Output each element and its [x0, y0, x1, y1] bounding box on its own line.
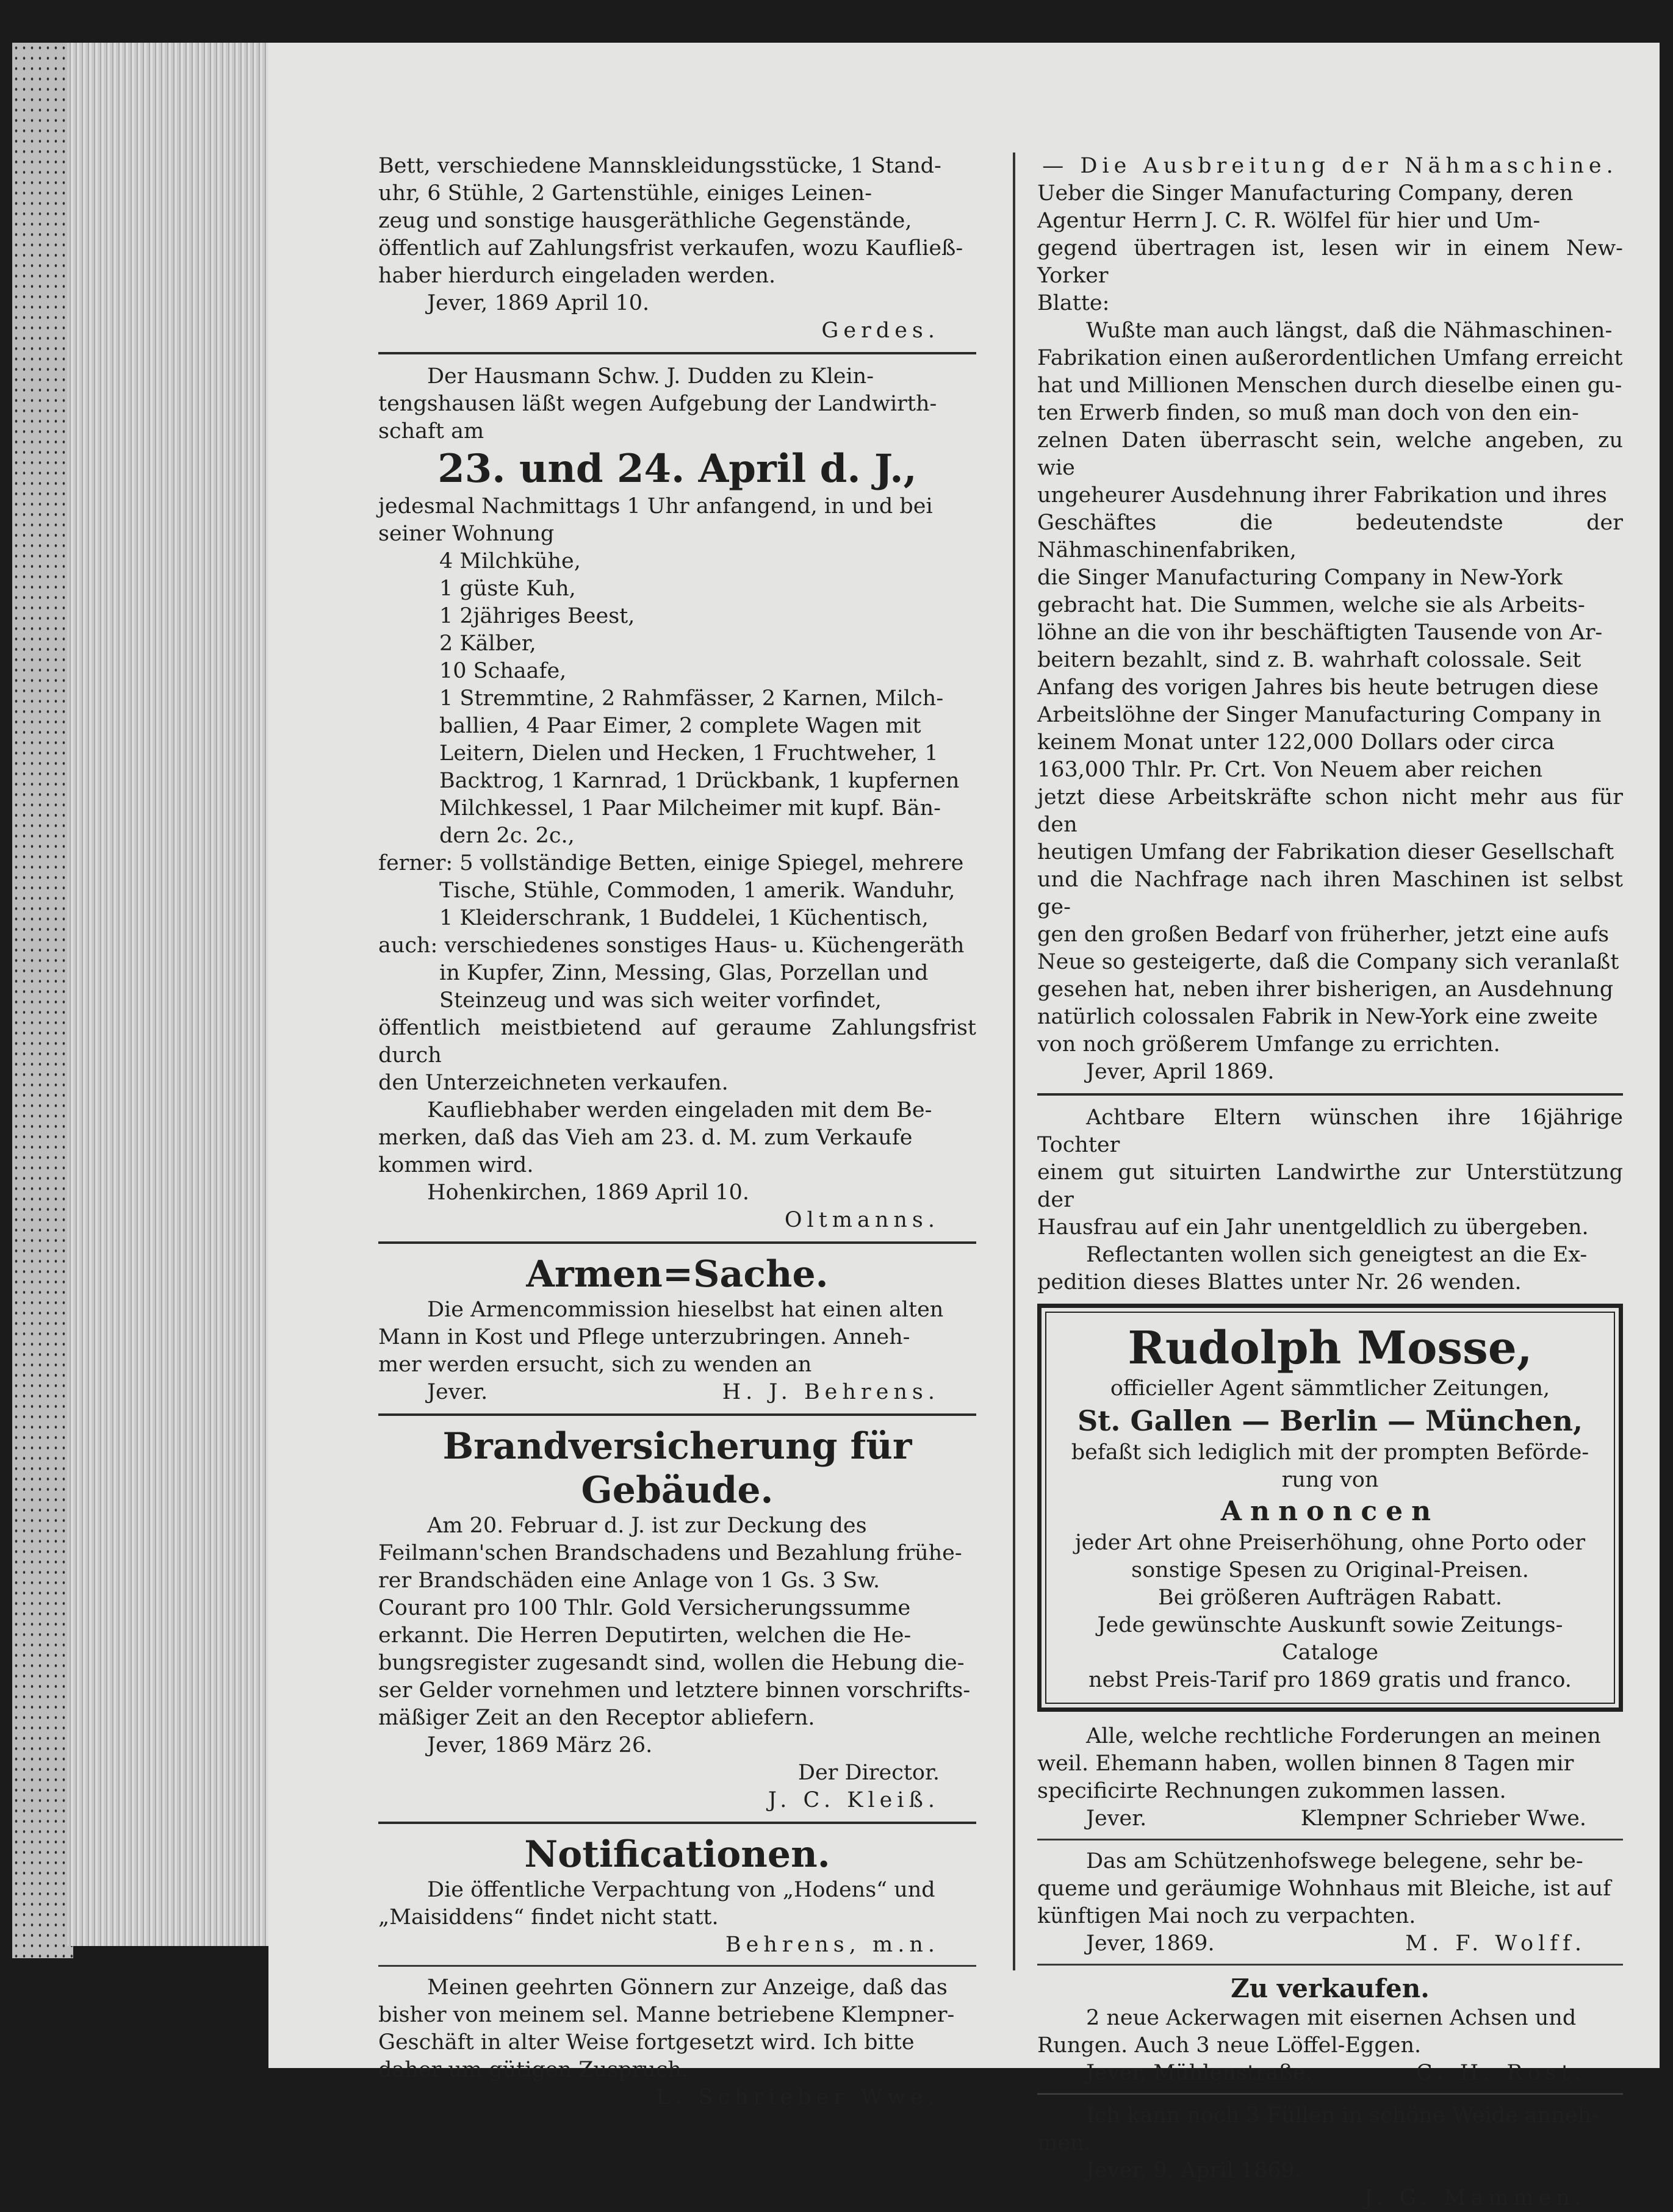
- ad-gerdes: [378, 153, 976, 345]
- place: [1037, 1930, 1623, 1958]
- text-line: mer werden ersucht, sich zu wenden an: [378, 1352, 812, 1377]
- ad-fuellen: [1037, 2102, 1623, 2212]
- text-line: gen den großen Bedarf von früherher, jetzt eine aufs: [1037, 922, 1610, 947]
- ad-schrieber: [378, 1974, 976, 2111]
- list-item: 1 Stremmtine, 2 Rahmfässer, 2 Karnen, Milch-: [439, 686, 944, 711]
- text-line: Neue so gesteigerte, daß die Company sich veranlaßt: [1037, 950, 1619, 974]
- signature: Klempner Schrieber Wwe.: [1300, 1806, 1586, 1831]
- text-line: Wußte man auch längst, daß die Nähmaschinen-: [1086, 318, 1613, 343]
- item-list: [378, 548, 976, 850]
- place-date: Jever, 9. April 1869.: [1086, 2158, 1302, 2183]
- text-line: Kaufliebhaber werden eingeladen mit dem Be-: [427, 1098, 932, 1122]
- text-line: keinem Monat unter 122,000 Dollars oder circa: [1037, 730, 1555, 755]
- text-line: ser Gelder vornehmen und letztere binnen vorschrifts-: [378, 1678, 971, 1703]
- text-line: Fabrikation einen außerordentlichen Umfang erreicht: [1037, 346, 1623, 370]
- place: [1037, 1805, 1623, 1833]
- column-divider: [1013, 153, 1015, 1970]
- text-line: ungeheurer Ausdehnung ihrer Fabrikation und ihres: [1037, 483, 1607, 508]
- text-line: einem gut situirten Landwirthe zur Unterstützung der: [1037, 1160, 1623, 1212]
- divider: [1037, 1093, 1623, 1096]
- text-line: kommen wird.: [378, 1153, 534, 1177]
- signature: M. F. Wolff.: [1405, 1931, 1586, 1956]
- text-line: Steinzeug und was sich weiter vorfindet,: [439, 988, 882, 1013]
- text-line: Achtbare Eltern wünschen ihre 16jährige Tochter: [1037, 1105, 1623, 1157]
- text-line: Anfang des vorigen Jahres bis heute betrugen diese: [1037, 675, 1599, 700]
- text-line: Die Armencommission hieselbst hat einen alten: [427, 1298, 944, 1322]
- text-line: Der Hausmann Schw. J. Dudden zu Klein-: [427, 364, 874, 389]
- list-item: 1 güste Kuh,: [439, 576, 576, 601]
- text-line: Ueber die Singer Manufacturing Company, deren: [1037, 181, 1574, 206]
- text-line: gesehen hat, neben ihrer bisherigen, an Ausdehnung: [1037, 977, 1614, 1002]
- text-line: men.: [1037, 2131, 1091, 2155]
- list-item: Backtrog, 1 Karnrad, 1 Drückbank, 1 kupfernen: [439, 769, 960, 793]
- place-date: Jever, 1869 März 26.: [427, 1733, 653, 1758]
- text-line: Ich kann noch 3 Füllen in schöne Weide anneh-: [1086, 2103, 1599, 2128]
- text-line: Courant pro 100 Thlr. Gold Versicherungssumme: [378, 1596, 911, 1620]
- section-heading: Notificationen.: [524, 1833, 830, 1876]
- text-line: Rungen. Auch 3 neue Löffel-Eggen.: [1037, 2033, 1422, 2058]
- text-line: Hausfrau auf ein Jahr unentgeldlich zu übergeben.: [1037, 1215, 1589, 1240]
- list-item: 1 2jähriges Beest,: [439, 604, 635, 628]
- list-item: ballien, 4 Paar Eimer, 2 complete Wagen mit: [439, 714, 921, 738]
- text-line: nebst Preis-Tarif pro 1869 gratis und franco.: [1088, 1668, 1572, 1692]
- text-line: Die öffentliche Verpachtung von „Hodens“ und: [427, 1878, 935, 1902]
- ad-tochter: [1037, 1104, 1623, 1296]
- text-line: haber hierdurch eingeladen werden.: [378, 264, 776, 288]
- signer-title: Der Director.: [797, 1761, 940, 1785]
- ad-cities: St. Gallen — Berlin — München,: [1077, 1404, 1583, 1437]
- text-line: zelnen Daten überrascht sein, welche angeben, zu wie: [1037, 428, 1623, 480]
- section-heading: Zu verkaufen.: [1231, 1973, 1430, 2003]
- ad-title: Rudolph Mosse,: [1128, 1322, 1533, 1374]
- ad-brandversicherung: [378, 1424, 976, 1814]
- page-edges: [67, 43, 275, 1946]
- list-item: 10 Schaafe,: [439, 659, 567, 683]
- text-line: merken, daß das Vieh am 23. d. M. zum Verkaufe: [378, 1126, 913, 1150]
- divider: [378, 1822, 976, 1824]
- text-line: erkannt. Die Herren Deputirten, welchen die He-: [378, 1623, 912, 1648]
- auction-date: 23. und 24. April d. J.,: [437, 446, 917, 492]
- text-line: Am 20. Februar d. J. ist zur Deckung des: [427, 1514, 867, 1538]
- text-line: Jede gewünschte Auskunft sowie Zeitungs-Cataloge: [1097, 1613, 1563, 1665]
- text-line: Geschäftes die bedeutendste der Nähmaschinenfabriken,: [1037, 511, 1623, 562]
- place-date: Jever, 1869 April 10.: [427, 291, 650, 315]
- list-item: 4 Milchkühe,: [439, 549, 581, 573]
- place-date: Hohenkirchen, 1869 April 10.: [427, 1180, 749, 1205]
- text-line: öffentlich auf Zahlungsfrist verkaufen, wozu Kaufließ-: [378, 236, 963, 260]
- text-line: gebracht hat. Die Summen, welche sie als Arbeits-: [1037, 593, 1585, 617]
- right-column: [1037, 153, 1623, 2212]
- place-label: Jever, Mühlenstraße.: [1086, 2061, 1312, 2085]
- text-line: mäßiger Zeit an den Receptor abliefern.: [378, 1706, 815, 1730]
- list-item: Milchkessel, 1 Paar Milcheimer mit kupf. Bän-: [439, 796, 941, 821]
- ad-zu-verkaufen: [1037, 1973, 1623, 2087]
- text-line: 1 Kleiderschrank, 1 Buddelei, 1 Küchentisch,: [439, 906, 929, 930]
- text-line: seiner Wohnung: [378, 522, 555, 546]
- text-line: die Singer Manufacturing Company in New-York: [1037, 566, 1563, 590]
- signature: C. H. Rost.: [1416, 2061, 1586, 2085]
- left-column: [378, 153, 976, 2111]
- text-line: tengshausen läßt wegen Aufgebung der Landwirth-: [378, 392, 937, 416]
- text-line: Geschäft in alter Weise fortgesetzt wird. Ich bitte: [378, 2030, 915, 2055]
- divider: [378, 1241, 976, 1244]
- text-line: pedition dieses Blattes unter Nr. 26 wenden.: [1037, 1270, 1522, 1295]
- text-line: heutigen Umfang der Fabrikation dieser Gesellschaft: [1037, 840, 1614, 864]
- text-line: auch: verschiedenes sonstiges Haus- u. Küchengeräth: [378, 933, 965, 958]
- place-label: Jever, 1869.: [1086, 1931, 1215, 1956]
- divider: [378, 352, 976, 354]
- text-line: ten Erwerb finden, so muß man doch von den ein-: [1037, 401, 1579, 425]
- text-line: zeug und sonstige hausgeräthliche Gegenstände,: [378, 209, 912, 233]
- ad-armen-sache: [378, 1252, 976, 1406]
- text-line: Alle, welche rechtliche Forderungen an meinen: [1086, 1724, 1601, 1748]
- text-line: löhne an die von ihr beschäftigten Tausende von Ar-: [1037, 620, 1603, 645]
- signature: L. Schrieber Wwe.: [656, 2085, 940, 2110]
- text-line: öffentlich meistbietend auf geraume Zahlungsfrist durch: [378, 1016, 976, 1068]
- text-line: schaft am: [378, 419, 484, 443]
- signature: J. G. Mammen.: [1364, 2186, 1586, 2210]
- text-line: und die Nachfrage nach ihren Maschinen ist selbst ge-: [1037, 867, 1623, 919]
- ad-subtitle: officieller Agent sämmtlicher Zeitungen,: [1110, 1376, 1550, 1401]
- book-spine: [12, 43, 73, 1958]
- text-line: specificirte Rechnungen zukommen lassen.: [1037, 1779, 1506, 1803]
- text-line: von noch größerem Umfange zu errichten.: [1037, 1032, 1500, 1057]
- place-date: Jever, April 1869.: [1086, 1060, 1275, 1084]
- text-line: in Kupfer, Zinn, Messing, Glas, Porzellan und: [439, 961, 929, 985]
- text-line: Bei größeren Aufträgen Rabatt.: [1158, 1585, 1502, 1610]
- ad-rudolph-mosse: [1037, 1304, 1623, 1712]
- text-line: Agentur Herrn J. C. R. Wölfel für hier und Um-: [1037, 209, 1541, 233]
- list-item: 2 Kälber,: [439, 631, 536, 656]
- place-label: Jever.: [427, 1380, 488, 1404]
- divider: [378, 1965, 976, 1967]
- article-title: — Die Ausbreitung der Nähmaschine.: [1042, 154, 1618, 178]
- text-line: jedesmal Nachmittags 1 Uhr anfangend, in und bei: [378, 494, 933, 519]
- text-line: hat und Millionen Menschen durch dieselbe einen gu-: [1037, 373, 1622, 398]
- text-line: den Unterzeichneten verkaufen.: [378, 1071, 729, 1095]
- text-line: ferner: 5 vollständige Betten, einige Spiegel, mehrere: [378, 851, 964, 875]
- divider: [378, 1413, 976, 1416]
- text-line: bungsregister zugesandt sind, wollen die Hebung die-: [378, 1651, 965, 1675]
- list-item: dern 2c. 2c.,: [439, 824, 575, 848]
- text-line: queme und geräumige Wohnhaus mit Bleiche, ist auf: [1037, 1876, 1611, 1901]
- signature: J. C. Kleiß.: [768, 1788, 940, 1812]
- text-line: Mann in Kost und Pflege unterzubringen. Anneh-: [378, 1325, 910, 1349]
- ad-dudden-auction: [378, 363, 976, 1234]
- text-line: Bett, verschiedene Mannskleidungsstücke, 1 Stand-: [378, 154, 941, 178]
- section-heading: Armen=Sache.: [526, 1253, 829, 1296]
- text-line: Feilmann'schen Brandschadens und Bezahlung frühe-: [378, 1541, 962, 1565]
- place: [378, 1379, 976, 1406]
- text-line: uhr, 6 Stühle, 2 Gartenstühle, einiges Leinen-: [378, 181, 872, 206]
- text-line: Arbeitslöhne der Singer Manufacturing Company in: [1037, 703, 1602, 727]
- text-line: weil. Ehemann haben, wollen binnen 8 Tagen mir: [1037, 1751, 1574, 1776]
- text-line: Reflectanten wollen sich geneigtest an die Ex-: [1086, 1243, 1588, 1267]
- text-line: Blatte:: [1037, 291, 1110, 315]
- ad-wohnhaus: [1037, 1848, 1623, 1958]
- divider: [1037, 2093, 1623, 2095]
- text-line: befaßt sich lediglich mit der prompten Beförde-: [1071, 1440, 1589, 1465]
- text-line: Meinen geehrten Gönnern zur Anzeige, daß das: [427, 1975, 948, 2000]
- text-line: Das am Schützenhofswege belegene, sehr be-: [1086, 1849, 1583, 1873]
- text-line: Tische, Stühle, Commoden, 1 amerik. Wanduhr,: [439, 878, 955, 903]
- place-label: Jever.: [1086, 1806, 1147, 1831]
- ad-annoncen: Annoncen: [1220, 1496, 1440, 1527]
- article-naehmaschine: [1037, 153, 1623, 1086]
- text-line: 2 neue Ackerwagen mit eisernen Achsen und: [1086, 2006, 1577, 2030]
- text-line: natürlich colossalen Fabrik in New-York eine zweite: [1037, 1005, 1598, 1029]
- text-line: jetzt diese Arbeitskräfte schon nicht mehr aus für den: [1037, 785, 1623, 837]
- text-line: rung von: [1281, 1468, 1379, 1492]
- section-heading: Brandversicherung für Gebäude.: [442, 1425, 912, 1512]
- ad-frame: [1045, 1312, 1615, 1704]
- text-line: gegend übertragen ist, lesen wir in einem New-Yorker: [1037, 236, 1623, 288]
- text-line: beitern bezahlt, sind z. B. wahrhaft colossale. Seit: [1037, 648, 1581, 672]
- divider: [1037, 1964, 1623, 1966]
- signature: H. J. Behrens.: [722, 1380, 940, 1404]
- signature: Gerdes.: [821, 318, 940, 343]
- signature: Oltmanns.: [784, 1208, 940, 1232]
- ad-notificationen: [378, 1833, 976, 1959]
- text-line: bisher von meinem sel. Manne betriebene Klempner-: [378, 2003, 955, 2027]
- text-line: rer Brandschäden eine Anlage von 1 Gs. 3 Sw.: [378, 1568, 880, 1593]
- ad-forderungen: [1037, 1723, 1623, 1833]
- divider: [1037, 1839, 1623, 1840]
- text-line: daher um gütigen Zuspruch.: [378, 2058, 688, 2082]
- text-line: jeder Art ohne Preiserhöhung, ohne Porto oder: [1074, 1531, 1586, 1555]
- text-line: künftigen Mai noch zu verpachten.: [1037, 1904, 1416, 1928]
- signature: Behrens, m.n.: [725, 1933, 940, 1957]
- text-line: sonstige Spesen zu Original-Preisen.: [1131, 1558, 1529, 1582]
- text-line: 163,000 Thlr. Pr. Crt. Von Neuem aber reichen: [1037, 758, 1543, 782]
- text-line: „Maisiddens“ findet nicht statt.: [378, 1905, 719, 1930]
- list-item: Leitern, Dielen und Hecken, 1 Fruchtweher, 1: [439, 741, 938, 766]
- place: [1037, 2059, 1623, 2087]
